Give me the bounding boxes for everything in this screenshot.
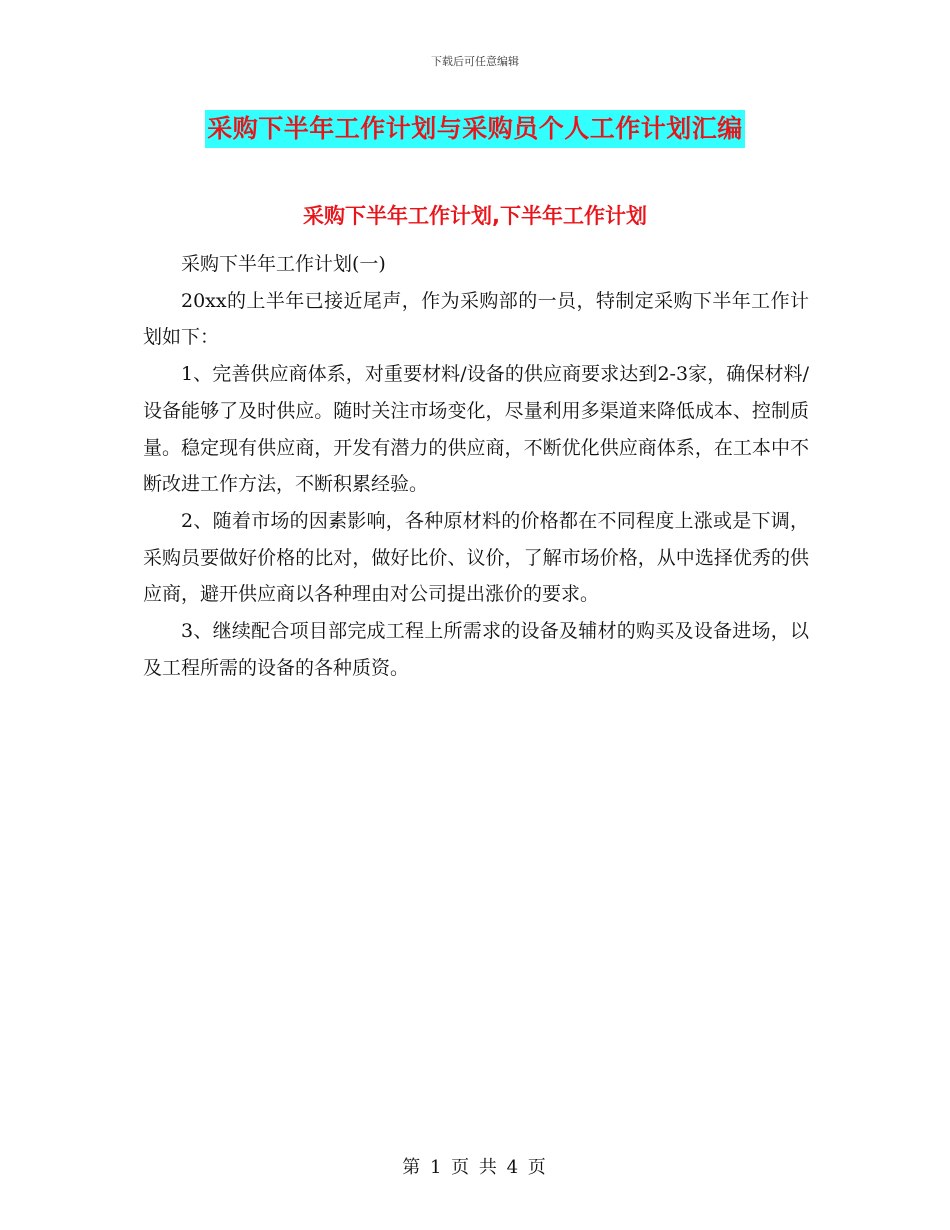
- paragraph-heading: 采购下半年工作计划(一): [181, 253, 386, 275]
- paragraph-item-1: 1、完善供应商体系，对重要材料/设备的供应商要求达到2-3家，确保材料/设备能够了及时供应。随时关注市场变化，尽量利用多渠道来降低成本、控制质量。稳定现有供应商，开发有潜力的供应商，不断优化供应商体系，在工本中不断改进工作方法，不断积累经验。: [143, 363, 809, 496]
- main-title-container: [0, 110, 950, 148]
- document-title: 采购下半年工作计划与采购员个人工作计划汇编: [205, 110, 745, 148]
- page-header-note: 下载后可任意编辑: [431, 55, 519, 68]
- paragraph-intro: 20xx的上半年已接近尾声，作为采购部的一员，特制定采购下半年工作计划如下：: [143, 289, 809, 349]
- section-title: 采购下半年工作计划,下半年工作计划: [303, 204, 647, 228]
- page-number: 第 1 页 共 4 页: [402, 1157, 548, 1178]
- paragraph-item-3: 3、继续配合项目部完成工程上所需求的设备及辅材的购买及设备进场，以及工程所需的设备的各种质资。: [143, 620, 809, 679]
- paragraph-item-2: 2、随着市场的因素影响，各种原材料的价格都在不同程度上涨或是下调，采购员要做好价格的比对，做好比价、议价，了解市场价格，从中选择优秀的供应商，避开供应商以各种理由对公司提出涨价的要求。: [143, 509, 809, 606]
- document-body: [143, 246, 809, 686]
